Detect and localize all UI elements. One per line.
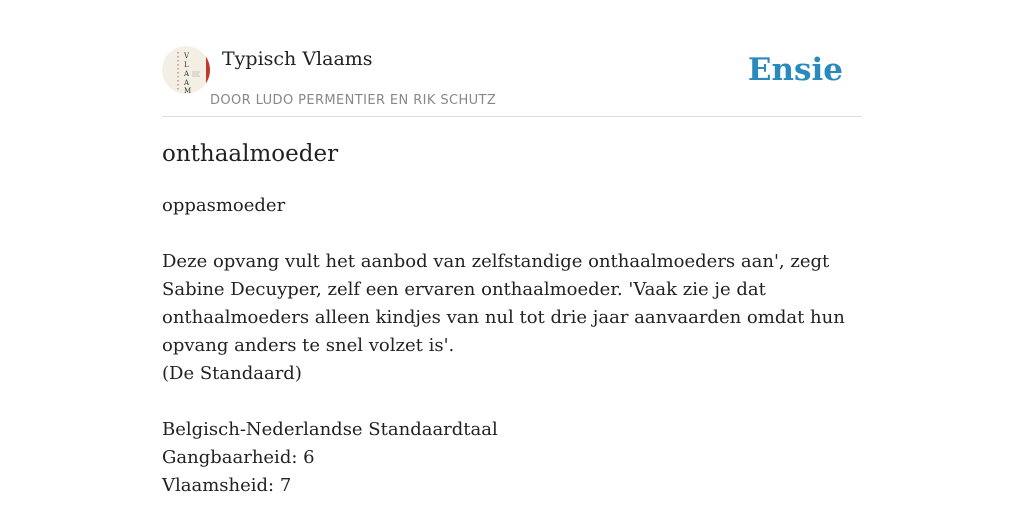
book-cover-logo-graphic [162, 46, 210, 94]
svg-text:L: L [184, 61, 189, 69]
entry-source: (De Standaard) [162, 363, 302, 384]
entry-term: onthaalmoeder [162, 141, 339, 167]
book-title[interactable]: Typisch Vlaams [222, 48, 373, 70]
entry-body [162, 192, 862, 500]
svg-text:M: M [184, 87, 192, 94]
book-authors: DOOR LUDO PERMENTIER EN RIK SCHUTZ [210, 93, 497, 108]
svg-text:V: V [184, 52, 190, 60]
entry-gangbaarheid: Gangbaarheid: 6 [162, 447, 315, 468]
entry-vlaamsheid: Vlaamsheid: 7 [162, 475, 292, 496]
spacer [162, 220, 862, 248]
entry-language: Belgisch-Nederlandse Standaardtaal [162, 419, 498, 440]
site-header [162, 46, 862, 117]
spacer [162, 388, 862, 416]
ensie-brand-logo[interactable]: Ensie [747, 52, 843, 88]
entry-synonym: oppasmoeder [162, 195, 286, 216]
svg-text:A: A [184, 79, 190, 87]
book-cover-logo[interactable] [162, 46, 210, 94]
svg-text:A: A [184, 70, 190, 78]
entry-quote: Deze opvang vult het aanbod van zelfstandige onthaalmoeders aan', zegt Sabine Decuyper, zelf een ervaren onthaalmoeder. 'Vaak zie je dat onthaalmoeders alleen kindjes van nul tot drie jaar aanvaarden omdat hun opvang anders te snel volzet is'. [162, 251, 845, 356]
